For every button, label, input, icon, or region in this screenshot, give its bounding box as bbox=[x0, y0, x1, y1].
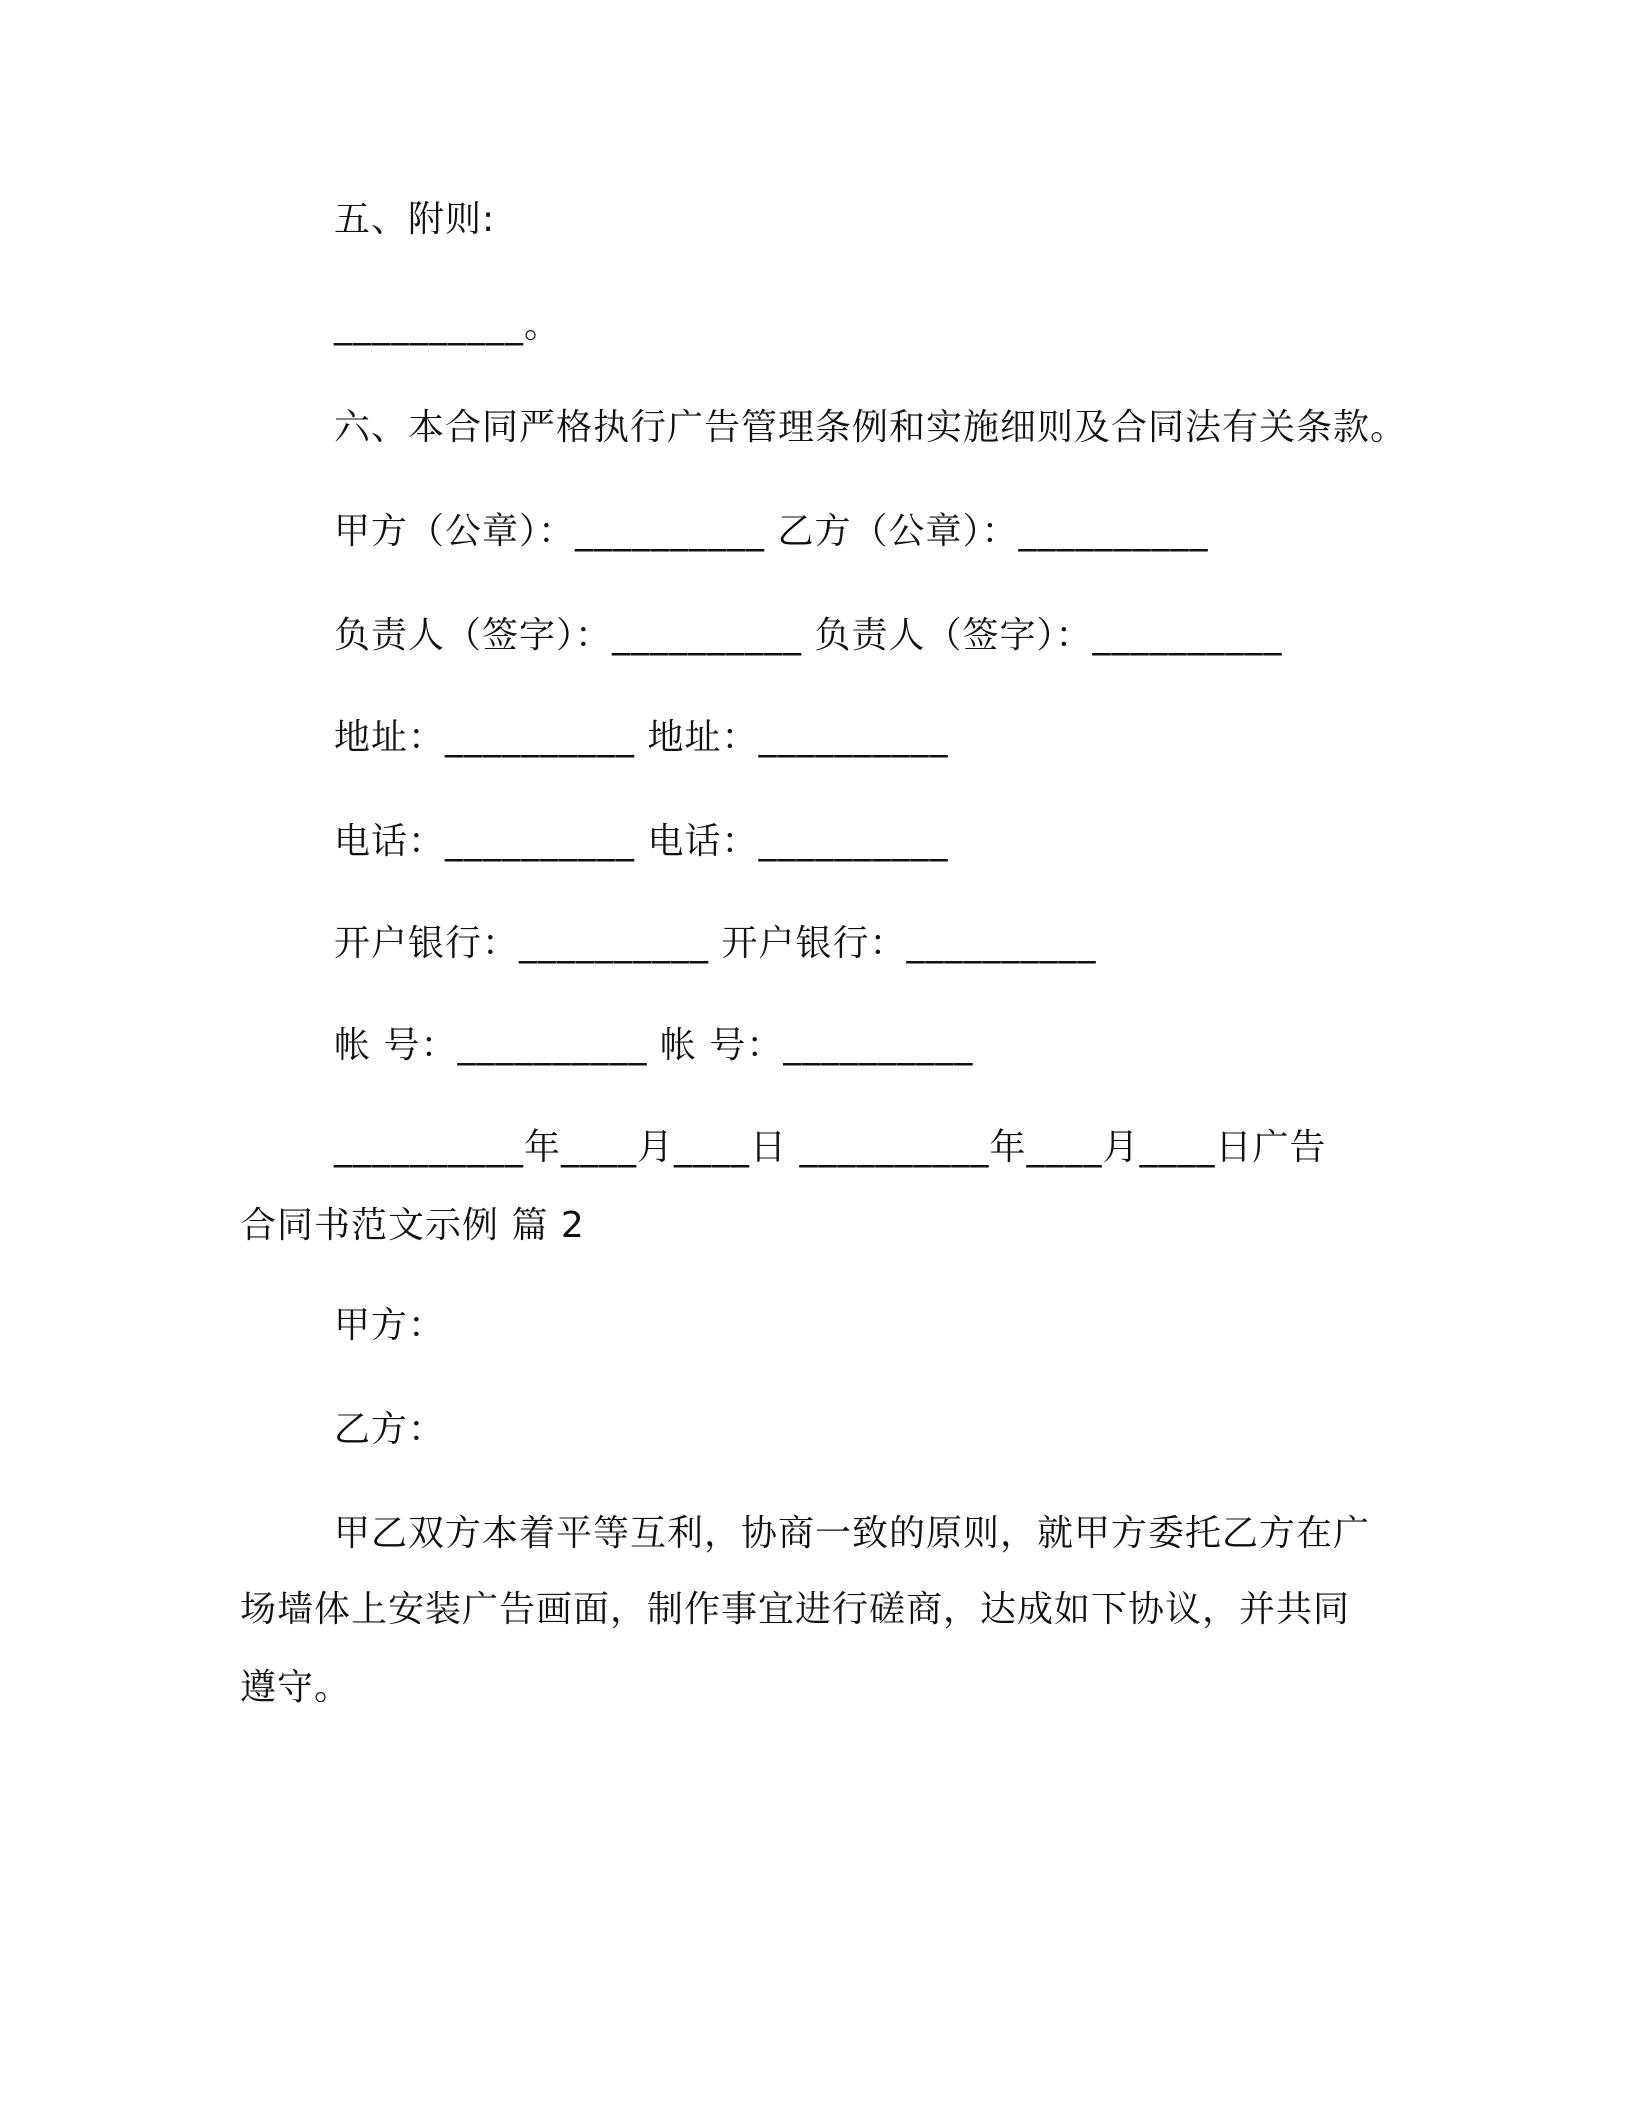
agreement-paragraph-line-3: 遵守。 bbox=[240, 1667, 352, 1708]
address-line: 地址：__________ 地址：__________ bbox=[334, 717, 949, 758]
phone-line: 电话：__________ 电话：__________ bbox=[334, 821, 949, 862]
date-line: __________年____月____日 __________年____月____日广告 bbox=[334, 1127, 1327, 1168]
party-b-label: 乙方： bbox=[334, 1409, 446, 1450]
bank-line: 开户银行：__________ 开户银行：__________ bbox=[334, 923, 1097, 964]
agreement-paragraph-line-1: 甲乙双方本着平等互利，协商一致的原则，就甲方委托乙方在广 bbox=[334, 1513, 1371, 1554]
contract-title-2: 合同书范文示例 篇 2 bbox=[240, 1205, 585, 1246]
account-line: 帐 号：__________ 帐 号：__________ bbox=[334, 1025, 974, 1066]
appendix-blank-line: __________。 bbox=[334, 305, 562, 346]
party-seal-line: 甲方（公章）：__________ 乙方（公章）：__________ bbox=[334, 511, 1209, 552]
responsible-signature-line: 负责人（签字）：__________ 负责人（签字）：__________ bbox=[334, 615, 1283, 656]
section-five-heading: 五、附则: bbox=[334, 199, 496, 240]
agreement-paragraph-line-2: 场墙体上安装广告画面，制作事宜进行磋商，达成如下协议，并共同 bbox=[240, 1589, 1351, 1630]
section-six-clause: 六、本合同严格执行广告管理条例和实施细则及合同法有关条款。 bbox=[334, 407, 1408, 448]
party-a-label: 甲方： bbox=[334, 1305, 446, 1346]
